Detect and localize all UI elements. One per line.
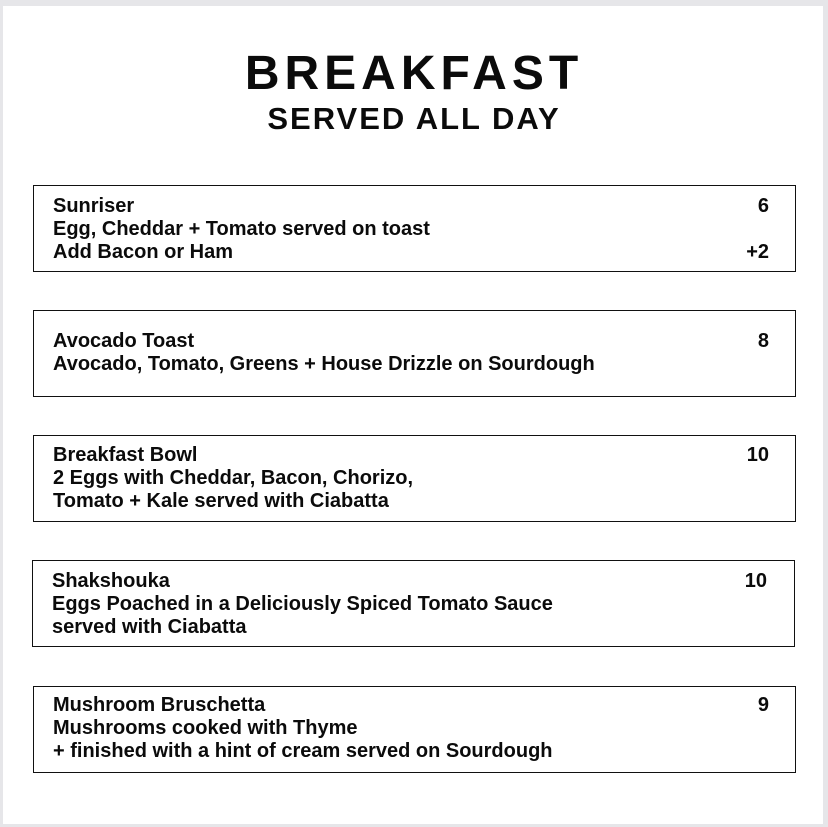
menu-item-header (53, 330, 769, 353)
menu-item-description: Eggs Poached in a Deliciously Spiced Tomato Sauce (52, 593, 553, 615)
menu-item-price: 10 (744, 570, 767, 592)
menu-item-description: Tomato + Kale served with Ciabatta (53, 490, 389, 512)
menu-item-name: Mushroom Bruschetta (53, 694, 266, 716)
menu-title: BREAKFAST (244, 47, 584, 100)
menu-item-price: 9 (757, 694, 769, 716)
menu-item-avocado-toast (33, 310, 796, 397)
menu-item-name: Shakshouka (52, 570, 170, 592)
menu-item-price: 6 (757, 195, 769, 217)
menu-item-addon (53, 241, 769, 264)
menu-item-breakfast-bowl (33, 435, 796, 522)
menu-item-price: 10 (746, 444, 769, 466)
menu-item-description: Egg, Cheddar + Tomato served on toast (53, 218, 430, 240)
menu-item-header (53, 195, 769, 218)
menu-item-description: + finished with a hint of cream served on Sourdough (53, 740, 553, 762)
menu-item-mushroom-bruschetta (33, 686, 796, 773)
menu-item-price: 8 (757, 330, 769, 352)
menu-item-header (53, 694, 769, 717)
addon-label: Add Bacon or Ham (53, 241, 234, 263)
menu-item-name: Breakfast Bowl (53, 444, 198, 466)
menu-item-description: Mushrooms cooked with Thyme (53, 717, 358, 739)
menu-item-description: served with Ciabatta (52, 616, 247, 638)
menu-item-header (53, 444, 769, 467)
menu-item-sunriser (33, 185, 796, 272)
menu-item-header (52, 570, 767, 593)
menu-item-name: Avocado Toast (53, 330, 195, 352)
menu-subtitle: SERVED ALL DAY (267, 101, 561, 136)
menu-item-name: Sunriser (53, 195, 135, 217)
addon-price: +2 (746, 241, 769, 263)
menu-item-description: 2 Eggs with Cheddar, Bacon, Chorizo, (53, 467, 414, 489)
menu-item-description: Avocado, Tomato, Greens + House Drizzle on Sourdough (53, 353, 595, 375)
menu-item-shakshouka (32, 560, 795, 647)
